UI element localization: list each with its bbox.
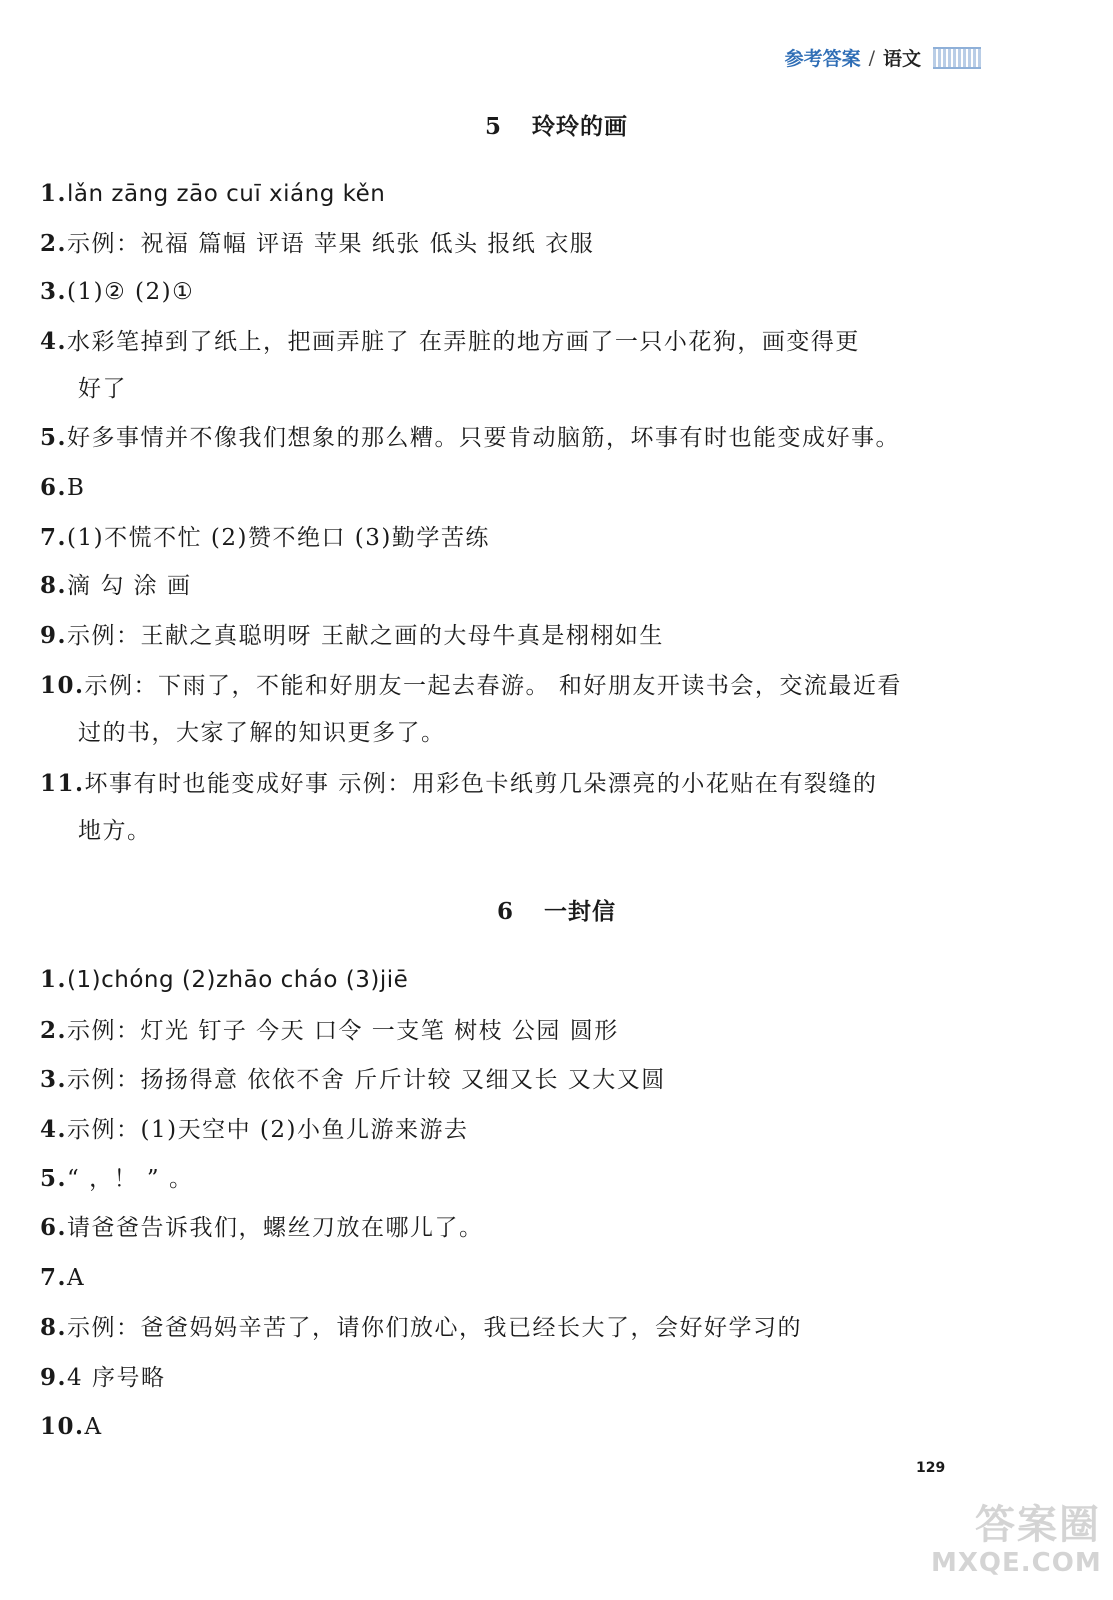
answer-item: 5.好多事情并不像我们想象的那么糟。只要肯动脑筋，坏事有时也能变成好事。 <box>40 424 901 451</box>
answer-item: 6.请爸爸告诉我们，螺丝刀放在哪儿了。 <box>40 1214 484 1241</box>
answer-item: 2.示例：灯光 钉子 今天 口令 一支笔 树枝 公园 圆形 <box>40 1017 619 1044</box>
answer-item: 11.坏事有时也能变成好事 示例：用彩色卡纸剪几朵漂亮的小花贴在有裂缝的 地方。 <box>40 770 878 844</box>
header-slash: / <box>868 46 875 69</box>
page-header <box>785 44 981 71</box>
answer-item: 9.示例：王献之真聪明呀 王献之画的大母牛真是栩栩如生 <box>40 622 664 649</box>
answer-item: 3.示例：扬扬得意 依依不舍 斤斤计较 又细又长 又大又圆 <box>40 1066 666 1093</box>
answer-item: 1.lǎn zāng zāo cuī xiáng kěn <box>40 180 386 207</box>
answer-item: 6.B <box>40 474 86 501</box>
answer-item: 5.“ ，！ ” 。 <box>40 1165 194 1192</box>
page-number: 129 <box>916 1460 946 1476</box>
answer-item: 4.水彩笔掉到了纸上，把画弄脏了 在弄脏的地方画了一只小花狗，画变得更 好了 <box>40 328 860 402</box>
answer-item: 3.(1)② (2)① <box>40 278 195 305</box>
answer-item: 8.示例：爸爸妈妈辛苦了，请你们放心，我已经长大了，会好好学习的 <box>40 1314 803 1341</box>
watermark-text: 答案圈 <box>975 1502 1101 1548</box>
answer-item: 9.4 序号略 <box>40 1364 166 1391</box>
answer-item: 2.示例：祝福 篇幅 评语 苹果 纸张 低头 报纸 衣服 <box>40 230 595 257</box>
answer-item: 8.滴 勾 涂 画 <box>40 572 192 599</box>
answer-item: 1.(1)chóng (2)zhāo cháo (3)jiē <box>40 966 409 993</box>
answer-item: 10.A <box>40 1413 103 1440</box>
watermark <box>931 1502 1101 1592</box>
answer-item: 7.(1)不慌不忙 (2)赞不绝口 (3)勤学苦练 <box>40 524 490 551</box>
answer-item: 7.A <box>40 1264 86 1291</box>
section-title: 6 一封信 <box>496 898 616 925</box>
header-subject: 语文 <box>882 48 921 70</box>
answer-item: 4.示例：(1)天空中 (2)小鱼儿游来游去 <box>40 1116 469 1143</box>
watermark-domain: MXQE.COM <box>931 1548 1102 1578</box>
answer-item: 10.示例：下雨了，不能和好朋友一起去春游。 和好朋友开读书会，交流最近看 过的书，大家了解的知识更多了。 <box>40 672 902 746</box>
header-decoration <box>933 47 981 69</box>
section-title: 5 玲玲的画 <box>484 113 628 140</box>
header-label: 参考答案 <box>784 48 861 70</box>
